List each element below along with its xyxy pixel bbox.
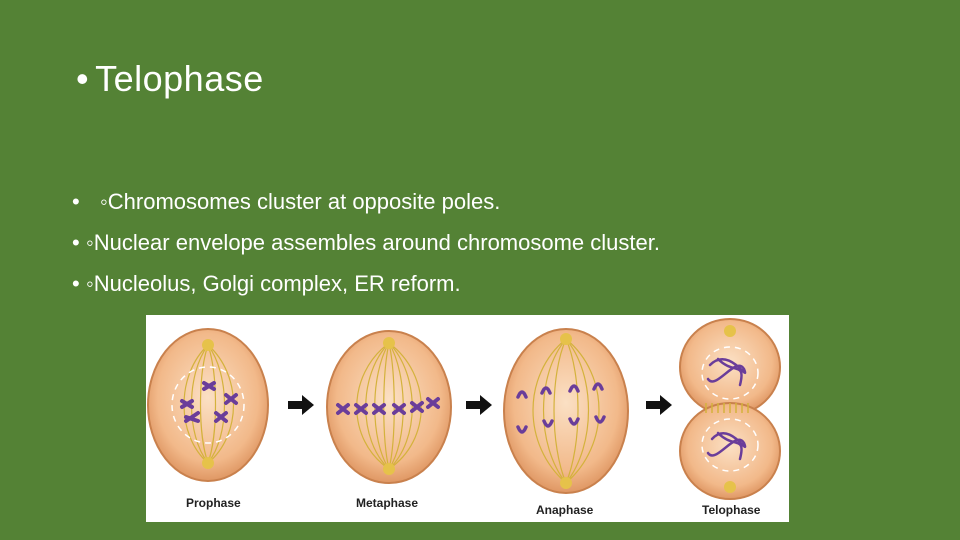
prophase-cell xyxy=(148,329,268,481)
stage-label: Telophase xyxy=(702,503,761,517)
slide-title xyxy=(76,58,264,100)
bullet-item xyxy=(72,188,660,229)
mitosis-figure xyxy=(146,315,789,522)
arrow-icon xyxy=(646,395,672,415)
title-text: Telophase xyxy=(95,58,264,99)
bullet-item xyxy=(72,229,660,270)
arrow-icon xyxy=(466,395,492,415)
bullet-text: ◦Nucleolus, Golgi complex, ER reform. xyxy=(86,271,461,296)
bullet-list xyxy=(72,188,660,311)
bullet-text: ◦Chromosomes cluster at opposite poles. xyxy=(100,189,501,214)
bullet-marker: • xyxy=(72,271,80,296)
bullet-text: ◦Nuclear envelope assembles around chromosome cluster. xyxy=(86,230,660,255)
bullet-marker: • xyxy=(72,230,80,255)
metaphase-cell xyxy=(327,331,451,483)
anaphase-cell xyxy=(504,329,628,493)
arrow-icon xyxy=(288,395,314,415)
title-bullet: • xyxy=(76,58,90,99)
telophase-cells xyxy=(680,319,780,499)
bullet-marker: • xyxy=(72,189,80,214)
stage-label: Prophase xyxy=(186,496,241,510)
mitosis-illustration xyxy=(146,315,789,522)
stage-label: Anaphase xyxy=(536,503,594,517)
stage-label: Metaphase xyxy=(356,496,419,510)
bullet-item xyxy=(72,270,660,311)
